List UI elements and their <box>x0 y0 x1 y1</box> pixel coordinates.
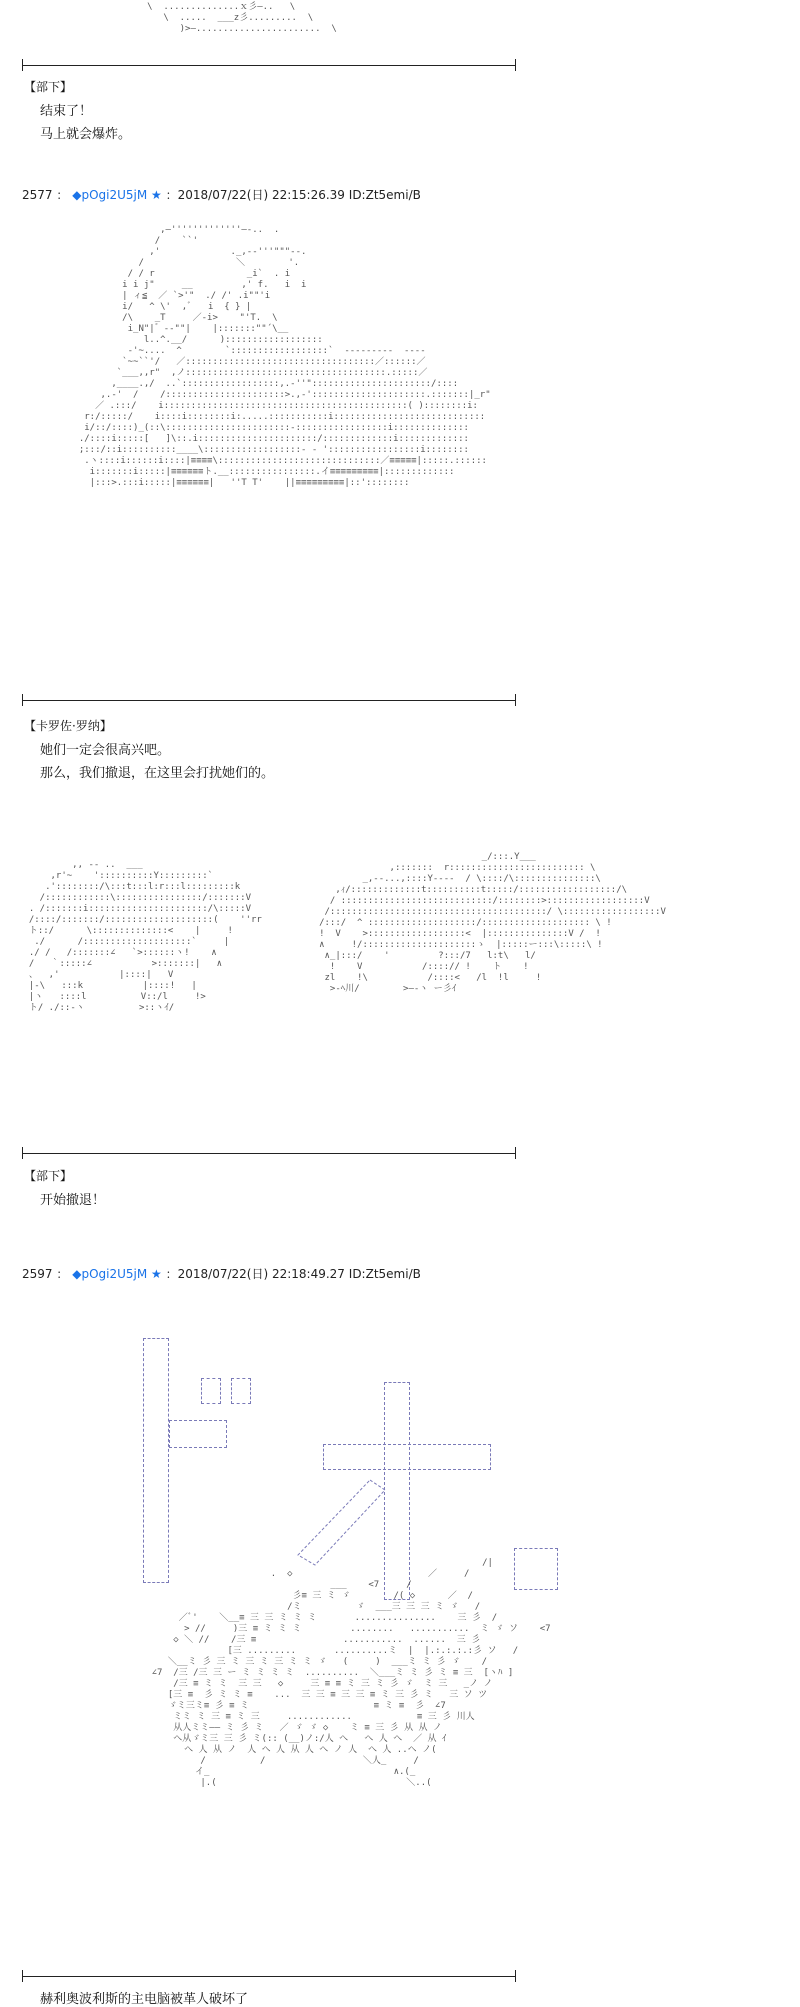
star-icon: ★ <box>151 1267 162 1281</box>
sfx-stroke <box>143 1338 169 1583</box>
speaker-label: 【部下】 <box>24 80 73 94</box>
dialogue-line: 她们一定会很高兴吧。 <box>40 743 171 758</box>
sfx-stroke <box>231 1378 251 1404</box>
separator-tick <box>515 59 516 71</box>
post-id[interactable]: ID:Zt5emi/B <box>348 1267 421 1281</box>
post-separator: ： <box>56 1267 69 1281</box>
poster-name-link[interactable]: ◆pOgi2U5jM <box>72 1267 148 1281</box>
post-date: ：2018/07/22(日) 22:18:49.27 <box>165 1267 345 1281</box>
sfx-stroke <box>169 1420 227 1448</box>
ascii-art-character: ,―'''''''''''''―-.. . / ``' ,' ._,-‐'''"""--. / ＼ '. / / r _i` . i i i j" __ ,' f. i i | ィ≦ ／ `>'" ./ /' .i""'i i/ ^ \' ,ﾞ i { } | /\ _T ／-i> "'T. \ i_N"|゛--""| |:::::::""´\__ l..^.__/ ):::::::::::::::::: -'~.... ^ `::::::::::::::::::` --------- ---- `~~``'/ ／:::::::::::::::::::::::::::::::::::／::::::／ `___,,r" ,ノ:::::::::::::::::::::::::::::::::::::.:::::／ ,____.,/ ..`::::::::::::::::::,.-''"::::::::::::::::::::::/:::: ,.-' / /::::::::::::::::::::::>.,-':::::::::::::::::::::.:::::::|_r" ／ .:::/ i:::::::::::::::::::::::::::::::::::::::::::::( )::::::::i: r:/:::::/ i::::i::::::::i:.....:::::::::::i:::::::::::::::::::::::::::: i/::/::::)_(::\:::::::::::::::::::::::-:::::::::::::::::i:::::::::::::: ./::::i:::::[ ]\::.i::::::::::::::::::::::/:::::::::::::i::::::::::::: ;:::/::i::::::::::____\::::::::::::::::::- - ':::::::::::::::::i:::::::: .ヽ::::i::::::i::::|≡≡≡≡\::::::::::::::::::::::::::::::／≡≡≡≡≡|:::::.:::::: i:::::::i:::::|≡≡≡≡≡≡ト.__::::::::::::::::.イ≡≡≡≡≡≡≡≡≡|::::::::::::: |:::>.:::i:::::|≡≡≡≡≡≡| ''T T' ||≡≡≡≡≡≡≡≡≡|::':::::::: <box>78 225 491 488</box>
post-number: 2577 <box>22 188 53 202</box>
post-header <box>22 186 421 203</box>
post-number: 2597 <box>22 1267 53 1281</box>
sfx-diagonal-stroke <box>290 1475 390 1570</box>
separator-tick <box>22 1970 23 1982</box>
ascii-art-top: \ ..............ｘ彡―.. \ \ ..... ___z彡......... \ )>―....................... \ <box>147 2 337 34</box>
dialogue-line: 赫利奥波利斯的主电脑被革人破坏了 <box>40 1992 249 2007</box>
separator-tick <box>22 694 23 706</box>
post-header <box>22 1265 421 1282</box>
separator-line <box>22 700 516 701</box>
post-id[interactable]: ID:Zt5emi/B <box>348 188 421 202</box>
separator-tick <box>22 59 23 71</box>
speaker-label: 【卡罗佐·罗纳】 <box>24 719 112 733</box>
speaker-label: 【部下】 <box>24 1169 73 1183</box>
separator-line <box>22 1153 516 1154</box>
separator-line <box>22 1976 516 1977</box>
dialogue-line: 结束了！ <box>40 104 93 119</box>
dialogue-line: 开始撤退！ <box>40 1193 106 1208</box>
post-separator: ： <box>56 188 69 202</box>
ascii-art-subordinate-right: _/:::.Y___ ,::::::: r::::::::::::::::::::::::: \ _,--...,::::Y---- / \::::/\:::::::::::::::\ ,ｨ/:::::::::::::t::::::::::t:::::/::::::::::::::::::/\ / ::::::::::::::::::::::::::::/::::::::>::::::::::::::::::V /::::::::::::::::::::::::::::::::::::::::/ \::::::::::::::::::V /:::/ ^ ::::::::::::::::::::/:::::::::::::::::::: \ ! ! V >::::::::::::::::::< |:::::::::::::::V / ! ∧ !/:::::::::::::::::::::ゝ |:::::ー:::\:::::\ ! ∧_|:::/ ' ?:::/7 l:t\ l/ ! V /::::// ! ト ! zl !\ /::::< /l !l ! >-ﾍ川/ >―-ヽ ー彡ｲ <box>319 852 666 994</box>
poster-name-link[interactable]: ◆pOgi2U5jM <box>72 188 148 202</box>
separator-tick <box>515 1970 516 1982</box>
separator-tick <box>22 1147 23 1159</box>
sfx-stroke <box>201 1378 221 1404</box>
star-icon: ★ <box>151 188 162 202</box>
dialogue-line: 马上就会爆炸。 <box>40 127 132 142</box>
post-date: ：2018/07/22(日) 22:15:26.39 <box>165 188 345 202</box>
separator-line <box>22 65 516 66</box>
separator-tick <box>515 694 516 706</box>
ascii-art-explosion: /| . ◇ ／ / ___ <7 / 彡≡ 三 ミ ゞ /( ◇ ／ / /ミ ゞ ___三 三 三 ミ ゞ / ／ﾞ' ＼__≡ 三 三 ミ ミ ミ ............... 三 彡 / > // )三 ≡ ミ ミ ミ ........ ........... ミ ゞ ソ <7 ◇ ＼ // /三 ≡ ........... ...... 三 彡 [三 ......... ..........ミ | |.:.:.:.:彡 ソ / ＼__ミ 彡 三 ミ 三 ミ 三 ミ ミ ゞ ( ) ___ミ ミ 彡 ゞ / ∠7 /三 /三 三 ー ミ ミ ミ ミ .......... ＼___ミ ミ 彡 ミ ≡ 三 [ヽﾊ ] /三 ≡ ミ ミ 三 三 ◇ 三 ≡ ≡ ミ 三 ミ 彡 ゞ ミ 三 _ノ ノ [三 ≡ 彡 ミ ミ ≡ ... 三 三 ≡ 三 三 ≡ ミ 三 彡 ミ 三 ソ ツ ゞミ三ミ≡ 彡 ≡ ミ ≡ ミ ≡ 彡 ∠7 ミミ ミ 三 ≡ ミ 三 ............ ≡ 三 彡 川人 从人ミミ―― ミ 彡 ミ ／ ゞ ゞ ◇ ミ ≡ 三 彡 从 从 ノ へ从ゞミ三 三 彡 ミ(:: (__)ノ:/人 へ へ 人 へ ／ 从 ｲ へ 人 从 ノ 人 へ 人 从 人 へ ノ 人 へ 人 ..ヘ ノ( / / ＼人_ / イ_ ∧.(_ |.( ＼..( <box>151 1558 551 1788</box>
separator-tick <box>515 1147 516 1159</box>
ascii-art-subordinate-left: ,, -- .. ___ ,r'~ '::::::::::Y:::::::::` .'::::::::/\:::t:::l:r:::l:::::::::k /::::::::::::\::::::::::::::::/:::::::V . /:::::::i::::::::::::::::::::::/\:::::V /::::/:::::::/::::::::::::::::::::( ''rr ト::/ \::::::::::::::< | ! ./ /::::::::::::::::::::` | ./ / /:::::::∠ `>::::::ヽ! ∧ / ｀:::::∠ >:::::::| ∧ 、 ,' |::::| V |-\ :::k |::::! | |ヽ ::::l V::/l !> ト/ ./::-ヽ >::ヽｲ/ <box>28 860 262 1013</box>
dialogue-line: 那么，我们撤退，在这里会打扰她们的。 <box>40 766 275 781</box>
